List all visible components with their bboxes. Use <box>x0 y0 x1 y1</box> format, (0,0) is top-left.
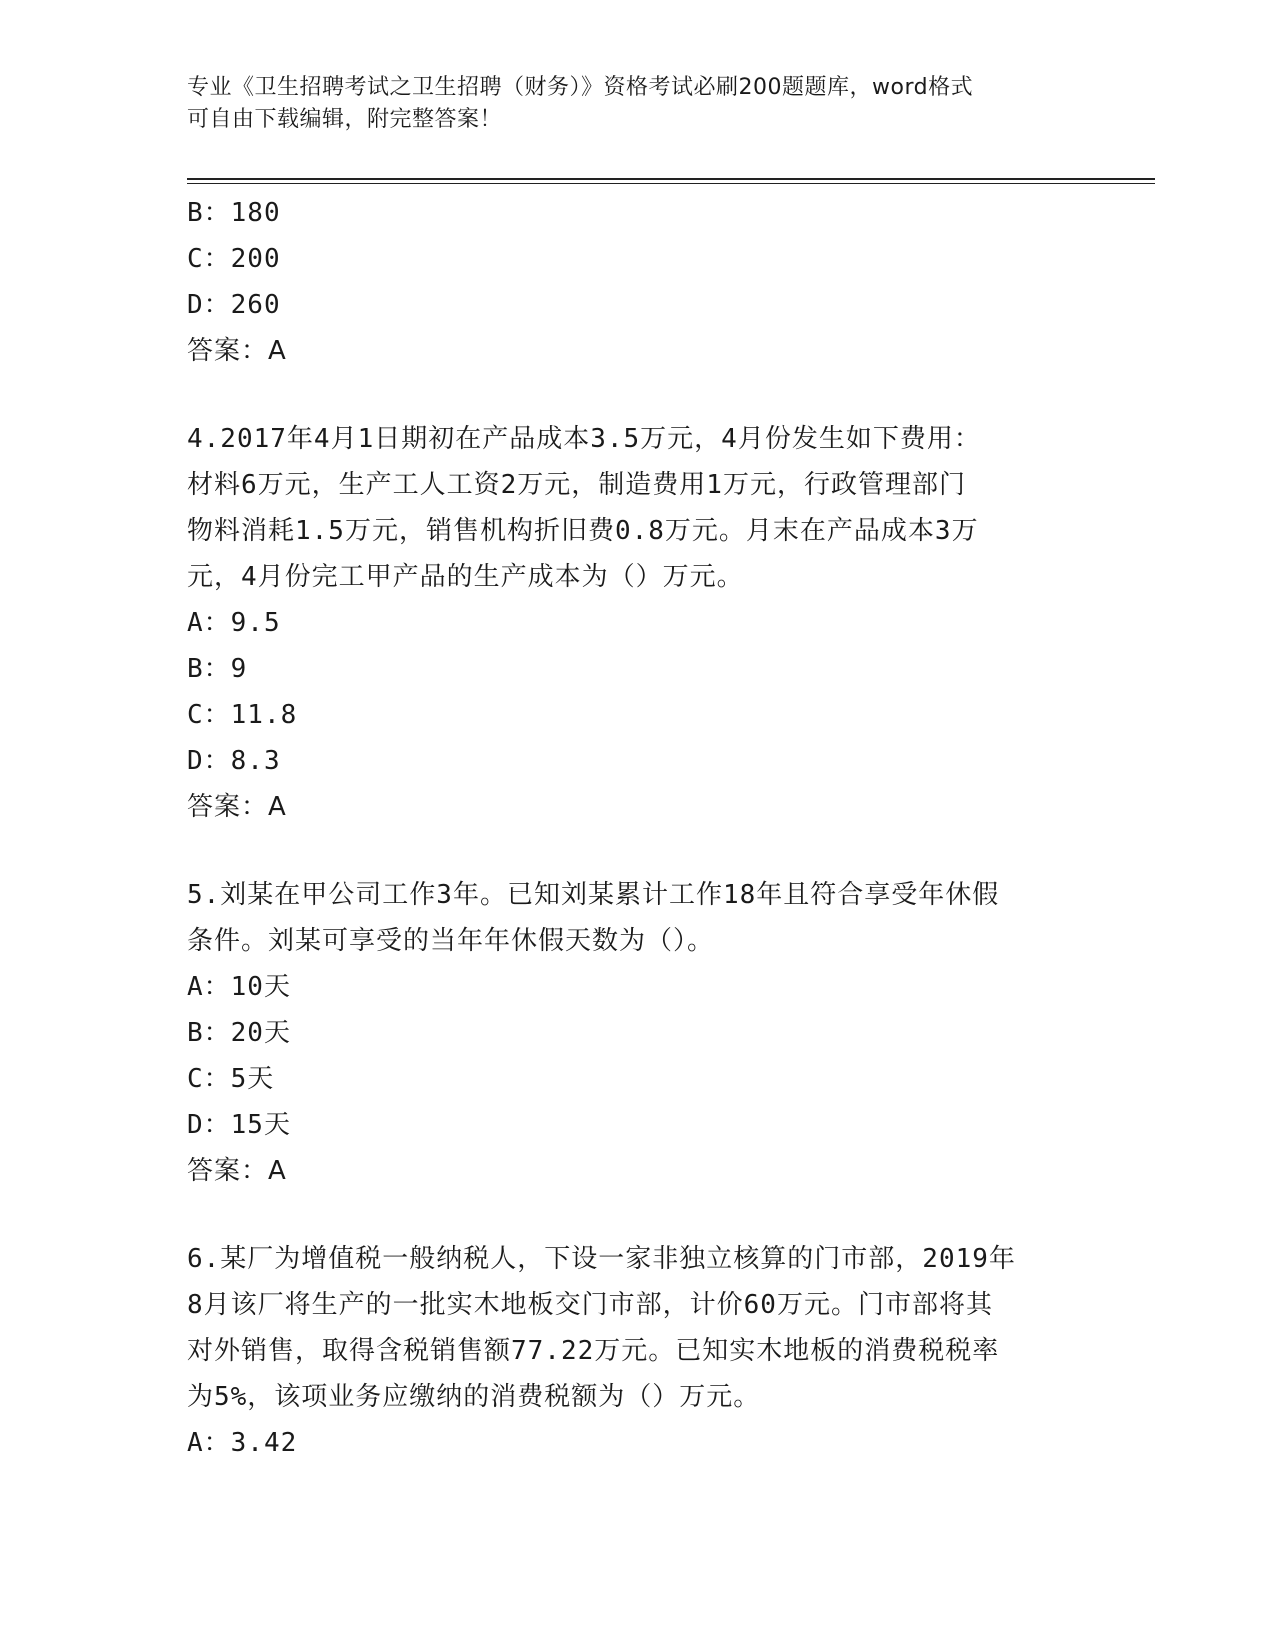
question-text-line: 元，4月份完工甲产品的生产成本为（）万元。 <box>187 562 744 592</box>
question-text-line: 条件。刘某可享受的当年年休假天数为（）。 <box>187 926 715 956</box>
option-c: C：11.8 <box>187 700 298 730</box>
option-d: D：8.3 <box>187 746 281 776</box>
header-divider-thin <box>187 183 1155 184</box>
header-line-1: 专业《卫生招聘考试之卫生招聘（财务）》资格考试必刷200题题库，word格式 <box>187 75 974 100</box>
answer-line: 答案：A <box>187 792 287 822</box>
option-c: C：200 <box>187 244 281 274</box>
option-a: A：3.42 <box>187 1428 298 1458</box>
option-a: A：10天 <box>187 972 291 1002</box>
question-6 <box>187 1236 1087 1466</box>
option-d: D：15天 <box>187 1110 291 1140</box>
question-text-line: 物料消耗1.5万元，销售机构折旧费0.8万元。月末在产品成本3万 <box>187 516 979 546</box>
question-text-line: 4.2017年4月1日期初在产品成本3.5万元，4月份发生如下费用： <box>187 424 981 454</box>
answer-line: 答案：A <box>187 336 287 366</box>
header-divider-thick <box>187 178 1155 180</box>
document-body <box>187 190 1087 1466</box>
option-a: A：9.5 <box>187 608 281 638</box>
document-header <box>187 72 1087 136</box>
question-text-line: 材料6万元，生产工人工资2万元，制造费用1万元，行政管理部门 <box>187 470 966 500</box>
option-b: B：20天 <box>187 1018 291 1048</box>
question-text-line: 对外销售，取得含税销售额77.22万元。已知实木地板的消费税税率 <box>187 1336 1000 1366</box>
answer-line: 答案：A <box>187 1156 287 1186</box>
question-text-line: 8月该厂将生产的一批实木地板交门市部，计价60万元。门市部将其 <box>187 1290 993 1320</box>
question-4 <box>187 416 1087 830</box>
question-5 <box>187 872 1087 1194</box>
question-text-line: 为5%，该项业务应缴纳的消费税额为（）万元。 <box>187 1382 761 1412</box>
question-3-continuation <box>187 190 1087 374</box>
option-b: B：180 <box>187 198 281 228</box>
header-line-2: 可自由下载编辑，附完整答案！ <box>187 107 503 132</box>
question-text-line: 6.某厂为增值税一般纳税人，下设一家非独立核算的门市部，2019年 <box>187 1244 1016 1274</box>
question-text-line: 5.刘某在甲公司工作3年。已知刘某累计工作18年且符合享受年休假 <box>187 880 1000 910</box>
option-d: D：260 <box>187 290 281 320</box>
option-b: B：9 <box>187 654 248 684</box>
option-c: C：5天 <box>187 1064 275 1094</box>
